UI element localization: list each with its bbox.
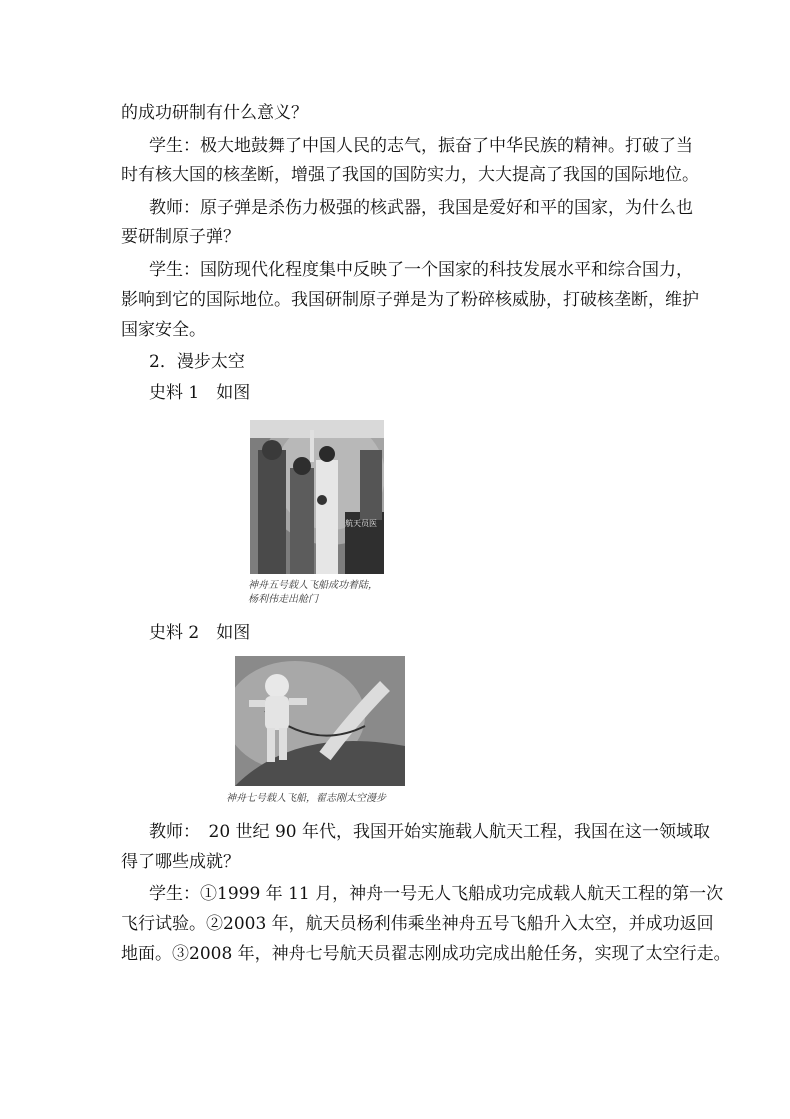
photo-illustration — [250, 420, 384, 574]
figure1-caption-line2: 杨利伟走出舱门 — [248, 594, 318, 605]
paragraph-line: 的成功研制有什么意义？ — [121, 103, 308, 123]
paragraph-line: 教师：原子弹是杀伤力极强的核武器，我国是爱好和平的国家，为什么也 — [149, 198, 693, 218]
paragraph-line: 得了哪些成就？ — [121, 852, 240, 872]
figure1-caption-line1: 神舟五号载人飞船成功着陆， — [248, 580, 378, 591]
paragraph-line: 影响到它的国际地位。我国研制原子弹是为了粉碎核威胁，打破核垄断，维护 — [121, 290, 699, 310]
paragraph-line: 地面。③2008 年，神舟七号航天员翟志刚成功完成出舱任务，实现了太空行走。 — [121, 944, 731, 964]
paragraph-line: 教师： 20 世纪 90 年代，我国开始实施载人航天工程，我国在这一领域取 — [149, 822, 710, 842]
photo-shenzhou7-spacewalk — [235, 656, 405, 786]
paragraph-line: 国家安全。 — [121, 320, 206, 340]
figure2-caption: 神舟七号载人飞船，翟志刚太空漫步 — [226, 793, 386, 804]
source-label-1: 史料 1 如图 — [149, 383, 251, 403]
photo-sign-text: 航天员医 — [345, 519, 377, 528]
spacewalk-illustration — [235, 656, 405, 786]
source-label-2: 史料 2 如图 — [149, 623, 251, 643]
photo-shenzhou5-landing — [250, 420, 384, 574]
paragraph-line: 学生：国防现代化程度集中反映了一个国家的科技发展水平和综合国力， — [149, 260, 693, 280]
paragraph-line: 学生：极大地鼓舞了中国人民的志气，振奋了中华民族的精神。打破了当 — [149, 136, 693, 156]
paragraph-line: 时有核大国的核垄断，增强了我国的国防实力，大大提高了我国的国际地位。 — [121, 165, 699, 185]
paragraph-line: 学生：①1999 年 11 月，神舟一号无人飞船成功完成载人航天工程的第一次 — [149, 884, 724, 904]
paragraph-line: 飞行试验。②2003 年，航天员杨利伟乘坐神舟五号飞船升入太空，并成功返回 — [121, 914, 714, 934]
section-heading: 2．漫步太空 — [149, 352, 245, 372]
paragraph-line: 要研制原子弹？ — [121, 227, 240, 247]
